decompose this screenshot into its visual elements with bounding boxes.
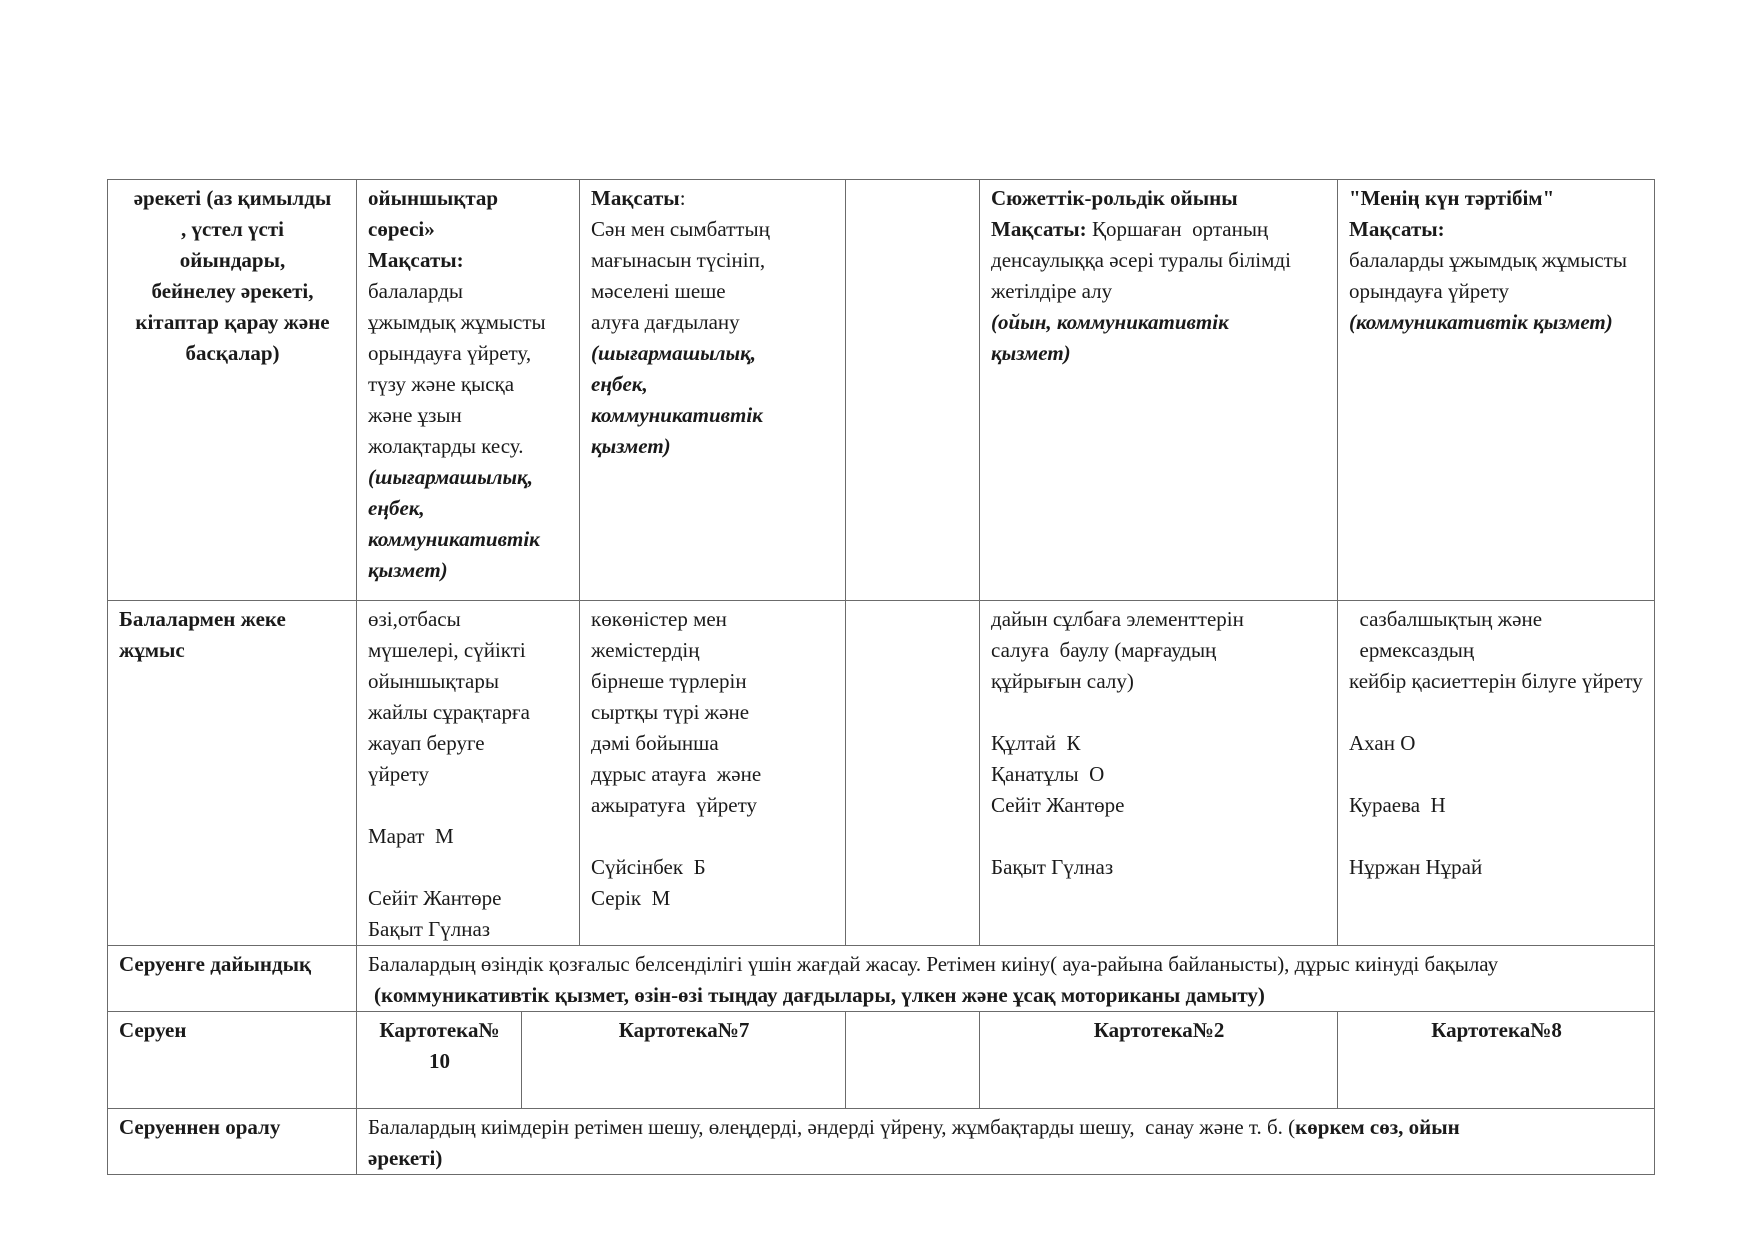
cell-empty [846,180,980,601]
cell-clay-properties: сазбалшықтың және ермексаздың кейбір қасиеттерін білуге үйрету Ахан О Кураева Н Нұржан Нұрай [1338,601,1655,946]
table-row [108,601,1655,946]
cell-drawing-scheme: дайын сұлбаға элементтерін салуға баулу (марғаудың құйрығын салу) Құлтай К Қанатұлы О Сейіт Жантөре Бақыт Гүлназ [980,601,1338,946]
row-label-return: Серуеннен оралу [108,1109,357,1175]
weekly-plan-table [107,179,1655,1175]
table-row [108,180,1655,601]
cell-walk-prep: Балалардың өзіндік қозғалыс белсенділігі үшін жағдай жасау. Ретімен киіну( ауа-райына байланысты), дұрыс киінуді бақылау (коммуникативтік қызмет, өзін-өзі тыңдау дағдылары, үлкен және ұсақ моториканы дамыту) [357,946,1655,1012]
cell-card-2: Картотека№2 [980,1012,1338,1109]
cell-vegetables: көкөністер мен жемістердің бірнеше түрлерін сыртқы түрі және дәмі бойынша дұрыс атауға және ажыратуға үйрету Сүйсінбек Б Серік М [580,601,846,946]
cell-empty [846,1012,980,1109]
cell-style-goal: Мақсаты: Сән мен сымбаттың мағынасын түсініп, мәселені шеше алуға дағдылану (шығармашылық, еңбек, коммуникативтік қызмет) [580,180,846,601]
cell-toy-shelf: ойыншықтар сөресі» Мақсаты: балаларды ұжымдық жұмысты орындауға үйрету, түзу және қысқа және ұзын жолақтарды кесу. (шығармашылық, еңбек, коммуникативтік қызмет) [357,180,580,601]
row-label-activity: әрекеті (аз қимылды , үстел үсті ойындары, бейнелеу әрекеті, кітаптар қарау және басқалар) [108,180,357,601]
row-label-individual-work: Балалармен жеке жұмыс [108,601,357,946]
cell-card-7: Картотека№7 [522,1012,846,1109]
table-row [108,946,1655,1012]
row-label-walk: Серуен [108,1012,357,1109]
row-label-walk-prep: Серуенге дайындық [108,946,357,1012]
cell-return: Балалардың киімдерін ретімен шешу, өлеңдерді, әндерді үйрену, жұмбақтарды шешу, санау және т. б. (көркем сөз, ойын әрекеті) [357,1109,1655,1175]
cell-empty [846,601,980,946]
table-row [108,1012,1655,1109]
cell-card-8: Картотека№8 [1338,1012,1655,1109]
cell-family-questions: өзі,отбасы мүшелері, сүйікті ойыншықтары жайлы сұрақтарға жауап беруге үйрету Марат М Сейіт Жантөре Бақыт Гүлназ [357,601,580,946]
table-row [108,1109,1655,1175]
cell-role-play: Сюжеттік-рольдік ойыны Мақсаты: Қоршаған ортаның денсаулыққа әсері туралы білімді жетілдіре алу (ойын, коммуникативтік қызмет) [980,180,1338,601]
cell-daily-routine: "Менің күн тәртібім" Мақсаты: балаларды ұжымдық жұмысты орындауға үйрету (коммуникативтік қызмет) [1338,180,1655,601]
cell-card-10: Картотека№ 10 [357,1012,522,1109]
plan-table-page [107,179,1654,1175]
